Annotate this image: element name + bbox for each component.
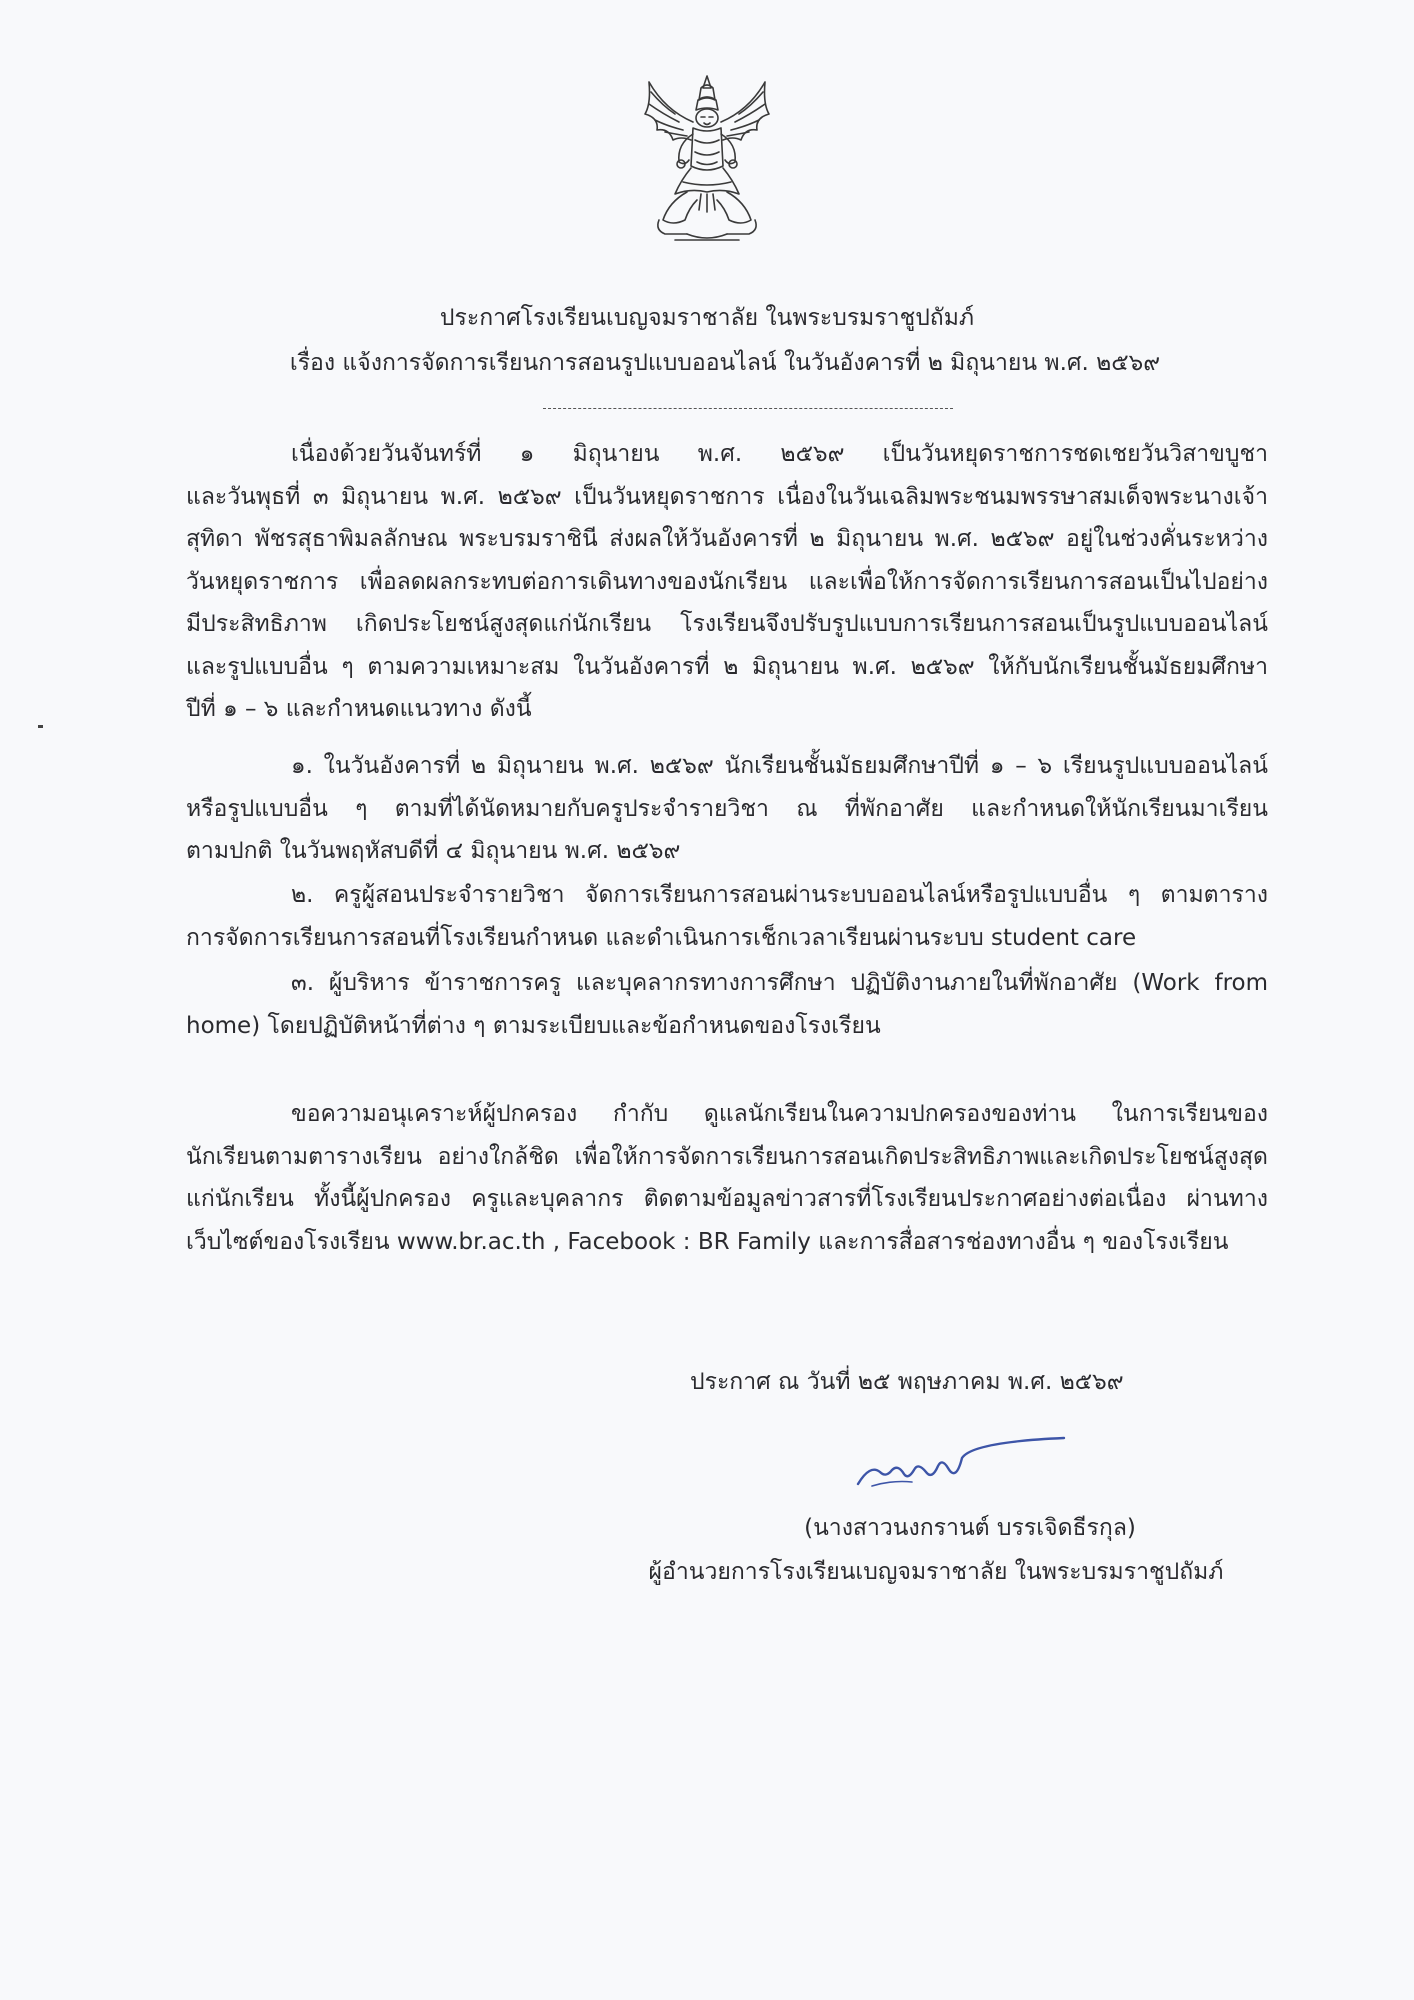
item-1-paragraph — [186, 745, 1268, 873]
announcement-date: ประกาศ ณ วันที่ ๒๕ พฤษภาคม พ.ศ. ๒๕๖๙ — [690, 1369, 1124, 1395]
item-1-line: หรือรูปแบบอื่น ๆ ตามที่ได้นัดหมายกับครูประจำรายวิชา ณ ที่พักอาศัย และกำหนดให้นักเรียนมาเรียน — [186, 795, 1268, 822]
item-2-line: การจัดการเรียนการสอนที่โรงเรียนกำหนด และดำเนินการเช็กเวลาเรียนผ่านระบบ student care — [186, 924, 1137, 951]
intro-line: และวันพุธที่ ๓ มิถุนายน พ.ศ. ๒๕๖๙ เป็นวันหยุดราชการ เนื่องในวันเฉลิมพระชนมพรรษาสมเด็จพระนางเจ้า — [186, 483, 1268, 510]
intro-line: ปีที่ ๑ – ๖ และกำหนดแนวทาง ดังนี้ — [186, 696, 532, 722]
closing-line: นักเรียนตามตารางเรียน อย่างใกล้ชิด เพื่อให้การจัดการเรียนการสอนเกิดประสิทธิภาพและเกิดประโยชน์สูงสุด — [186, 1143, 1268, 1170]
item-2-line: ๒. ครูผู้สอนประจำรายวิชา จัดการเรียนการสอนผ่านระบบออนไลน์หรือรูปแบบอื่น ๆ ตามตาราง — [291, 882, 1268, 908]
intro-line: เนื่องด้วยวันจันทร์ที่ ๑ มิถุนายน พ.ศ. ๒๕๖๙ เป็นวันหยุดราชการชดเชยวันวิสาขบูชา — [291, 441, 1268, 467]
intro-line: มีประสิทธิภาพ เกิดประโยชน์สูงสุดแก่นักเรียน โรงเรียนจึงปรับรูปแบบการเรียนการสอนเป็นรูปแบบออนไลน์ — [186, 611, 1268, 637]
header-divider — [543, 408, 953, 409]
item-1-line: ตามปกติ ในวันพฤหัสบดีที่ ๔ มิถุนายน พ.ศ. ๒๕๖๙ — [186, 838, 681, 864]
item-2-paragraph — [186, 874, 1268, 959]
closing-line: เว็บไซต์ของโรงเรียน www.br.ac.th , Facebook : BR Family และการสื่อสารช่องทางอื่น ๆ ของโรงเรียน — [186, 1228, 1229, 1255]
intro-line: และรูปแบบอื่น ๆ ตามความเหมาะสม ในวันอังคารที่ ๒ มิถุนายน พ.ศ. ๒๕๖๙ ให้กับนักเรียนชั้นมัธยมศึกษา — [186, 653, 1268, 680]
handwritten-signature-icon — [852, 1428, 1072, 1498]
margin-speck — [38, 725, 43, 728]
signer-title: ผู้อำนวยการโรงเรียนเบญจมราชาลัย ในพระบรมราชูปถัมภ์ — [648, 1559, 1224, 1585]
garuda-emblem-icon — [635, 70, 780, 245]
item-3-line: ๓. ผู้บริหาร ข้าราชการครู และบุคลากรทางการศึกษา ปฏิบัติงานภายในที่พักอาศัย (Work from — [291, 970, 1268, 996]
intro-line: วันหยุดราชการ เพื่อลดผลกระทบต่อการเดินทางของนักเรียน และเพื่อให้การจัดการเรียนการสอนเป็นไปอย่าง — [186, 568, 1268, 595]
announcement-subject: เรื่อง แจ้งการจัดการเรียนการสอนรูปแบบออนไลน์ ในวันอังคารที่ ๒ มิถุนายน พ.ศ. ๒๕๖๙ — [289, 350, 1161, 376]
signer-name: (นางสาวนงกรานต์ บรรเจิดธีรกุล) — [804, 1515, 1136, 1541]
intro-line: สุทิดา พัชรสุธาพิมลลักษณ พระบรมราชินี ส่งผลให้วันอังคารที่ ๒ มิถุนายน พ.ศ. ๒๕๖๙ อยู่ในช่วงคั่นระหว่าง — [186, 526, 1268, 552]
announcement-title: ประกาศโรงเรียนเบญจมราชาลัย ในพระบรมราชูปถัมภ์ — [439, 305, 975, 331]
item-3-paragraph — [186, 962, 1268, 1047]
item-3-line: home) โดยปฏิบัติหน้าที่ต่าง ๆ ตามระเบียบและข้อกำหนดของโรงเรียน — [186, 1012, 881, 1039]
closing-line: ขอความอนุเคราะห์ผู้ปกครอง กำกับ ดูแลนักเรียนในความปกครองของท่าน ในการเรียนของ — [291, 1101, 1268, 1127]
intro-paragraph — [186, 433, 1268, 731]
closing-line: แก่นักเรียน ทั้งนี้ผู้ปกครอง ครูและบุคลากร ติดตามข้อมูลข่าวสารที่โรงเรียนประกาศอย่างต่อเนื่อง ผ่านทาง — [186, 1186, 1268, 1212]
item-1-line: ๑. ในวันอังคารที่ ๒ มิถุนายน พ.ศ. ๒๕๖๙ นักเรียนชั้นมัธยมศึกษาปีที่ ๑ – ๖ เรียนรูปแบบออนไลน์ — [291, 753, 1268, 779]
closing-paragraph — [186, 1093, 1268, 1263]
